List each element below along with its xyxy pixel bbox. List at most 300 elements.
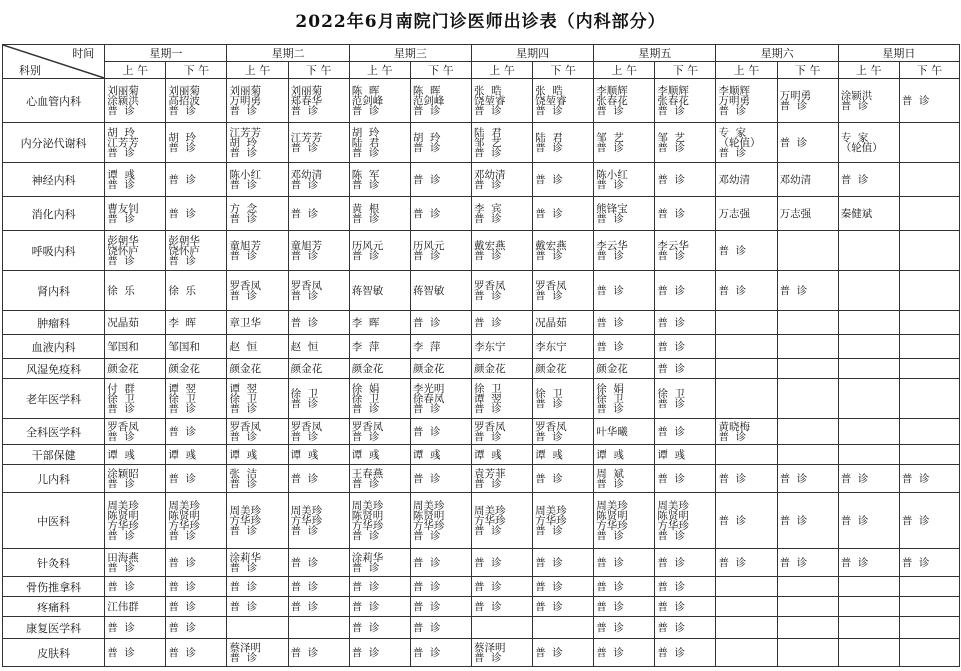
morning-header: 上 午 xyxy=(349,62,410,79)
schedule-cell xyxy=(838,617,899,639)
schedule-cell: 熊锋宝 普 诊 xyxy=(594,197,655,231)
schedule-cell: 周美珍 陈贤明 方华珍 普 诊 xyxy=(105,493,166,549)
table-row xyxy=(3,445,960,465)
schedule-cell xyxy=(899,271,959,311)
morning-header: 上 午 xyxy=(716,62,777,79)
schedule-cell: 张 洁 普 诊 xyxy=(227,465,288,493)
schedule-cell: 李 萍 xyxy=(410,335,471,359)
schedule-cell: 颜金花 xyxy=(410,359,471,379)
schedule-cell: 普 诊 xyxy=(166,597,227,617)
schedule-cell xyxy=(838,379,899,419)
schedule-cell: 张 晧 饶堃睿 普 诊 xyxy=(471,79,532,123)
corner-time-label: 时间 xyxy=(72,47,95,60)
table-row xyxy=(3,577,960,597)
schedule-cell: 刘丽菊 涂颍洪 普 诊 xyxy=(105,79,166,123)
schedule-cell xyxy=(777,617,838,639)
schedule-cell xyxy=(838,419,899,445)
schedule-cell xyxy=(777,359,838,379)
schedule-cell: 陆 君 邹 艺 普 诊 xyxy=(471,123,532,163)
morning-header: 上 午 xyxy=(594,62,655,79)
table-row xyxy=(3,419,960,445)
table-row xyxy=(3,639,960,667)
day-header: 星期六 xyxy=(716,45,838,62)
schedule-cell: 彭朝华 饶怀庐 普 诊 xyxy=(105,231,166,271)
schedule-cell: 周美珍 陈贤明 方华珍 普 诊 xyxy=(594,493,655,549)
day-header: 星期四 xyxy=(471,45,593,62)
schedule-cell: 谭 翌 徐 卫 普 诊 xyxy=(166,379,227,419)
schedule-cell xyxy=(899,359,959,379)
schedule-cell: 历风元 普 诊 xyxy=(349,231,410,271)
table-row xyxy=(3,597,960,617)
schedule-cell xyxy=(838,231,899,271)
schedule-cell xyxy=(899,419,959,445)
afternoon-header: 下 午 xyxy=(288,62,349,79)
schedule-cell: 谭 彧 xyxy=(227,445,288,465)
schedule-cell: 万志强 xyxy=(777,197,838,231)
schedule-cell: 况晶茹 xyxy=(533,311,594,335)
schedule-cell xyxy=(288,617,349,639)
schedule-cell xyxy=(838,335,899,359)
schedule-cell xyxy=(716,379,777,419)
schedule-cell: 徐 乐 xyxy=(166,271,227,311)
table-row xyxy=(3,617,960,639)
afternoon-header: 下 午 xyxy=(533,62,594,79)
department-name: 风湿免疫科 xyxy=(3,359,105,379)
schedule-cell: 普 诊 xyxy=(410,197,471,231)
department-name: 康复医学科 xyxy=(3,617,105,639)
schedule-cell: 普 诊 xyxy=(594,271,655,311)
schedule-cell xyxy=(777,335,838,359)
schedule-cell xyxy=(777,577,838,597)
table-row xyxy=(3,231,960,271)
schedule-cell: 普 诊 xyxy=(410,549,471,577)
schedule-cell xyxy=(838,597,899,617)
schedule-cell: 谭 彧 xyxy=(471,445,532,465)
schedule-cell: 普 诊 xyxy=(166,617,227,639)
schedule-cell: 李 萍 xyxy=(349,335,410,359)
schedule-cell: 田海燕 普 诊 xyxy=(105,549,166,577)
table-row xyxy=(3,123,960,163)
schedule-cell: 普 诊 xyxy=(471,597,532,617)
schedule-cell xyxy=(716,597,777,617)
schedule-cell: 普 诊 xyxy=(655,639,716,667)
schedule-cell: 普 诊 xyxy=(655,311,716,335)
schedule-cell: 普 诊 xyxy=(594,335,655,359)
schedule-cell xyxy=(899,445,959,465)
department-name: 干部保健 xyxy=(3,445,105,465)
schedule-cell xyxy=(899,597,959,617)
schedule-cell: 陈 晖 范剑峰 普 诊 xyxy=(349,79,410,123)
schedule-cell: 徐 卫 普 诊 xyxy=(655,379,716,419)
afternoon-header: 下 午 xyxy=(166,62,227,79)
schedule-cell: 陈小红 普 诊 xyxy=(227,163,288,197)
department-name: 呼吸内科 xyxy=(3,231,105,271)
day-header: 星期三 xyxy=(349,45,471,62)
schedule-cell xyxy=(716,577,777,597)
schedule-cell: 专 家 （轮值） 普 诊 xyxy=(716,123,777,163)
schedule-body xyxy=(3,79,960,667)
schedule-cell: 普 诊 xyxy=(288,549,349,577)
schedule-cell: 普 诊 xyxy=(594,639,655,667)
schedule-cell: 胡 玲 江芳芳 普 诊 xyxy=(105,123,166,163)
schedule-cell: 普 诊 xyxy=(533,639,594,667)
schedule-cell: 蒋智敏 xyxy=(410,271,471,311)
morning-header: 上 午 xyxy=(227,62,288,79)
schedule-cell: 谭 彧 普 诊 xyxy=(105,163,166,197)
schedule-cell xyxy=(716,335,777,359)
schedule-cell: 王春燕 普 诊 xyxy=(349,465,410,493)
table-row xyxy=(3,163,960,197)
day-header: 星期一 xyxy=(105,45,227,62)
schedule-cell: 普 诊 xyxy=(410,311,471,335)
schedule-cell xyxy=(777,445,838,465)
half-day-header-row xyxy=(3,62,960,79)
schedule-cell xyxy=(777,379,838,419)
schedule-cell: 李东宁 xyxy=(533,335,594,359)
schedule-cell: 普 诊 xyxy=(410,577,471,597)
schedule-cell: 蔡泽明 普 诊 xyxy=(227,639,288,667)
schedule-cell: 普 诊 xyxy=(716,271,777,311)
schedule-cell: 普 诊 xyxy=(655,419,716,445)
day-header-row xyxy=(3,45,960,62)
schedule-cell: 普 诊 xyxy=(166,163,227,197)
schedule-cell: 童旭芳 普 诊 xyxy=(288,231,349,271)
corner-cell xyxy=(3,45,105,79)
schedule-cell: 历风元 普 诊 xyxy=(410,231,471,271)
schedule-cell xyxy=(471,617,532,639)
schedule-cell: 罗香凤 普 诊 xyxy=(227,271,288,311)
schedule-cell: 颜金花 xyxy=(288,359,349,379)
schedule-cell: 普 诊 xyxy=(166,577,227,597)
department-name: 皮肤科 xyxy=(3,639,105,667)
schedule-cell: 秦健斌 xyxy=(838,197,899,231)
schedule-cell xyxy=(899,577,959,597)
day-header: 星期五 xyxy=(594,45,716,62)
schedule-cell xyxy=(716,311,777,335)
schedule-cell: 涂莉华 普 诊 xyxy=(349,549,410,577)
schedule-cell: 普 诊 xyxy=(594,617,655,639)
schedule-cell: 颜金花 xyxy=(105,359,166,379)
schedule-cell: 谭 彧 xyxy=(288,445,349,465)
schedule-cell: 普 诊 xyxy=(899,549,959,577)
schedule-cell: 赵 恒 xyxy=(288,335,349,359)
schedule-cell: 李顺辉 万明勇 普 诊 xyxy=(716,79,777,123)
schedule-cell: 专 家 （轮值） xyxy=(838,123,899,163)
schedule-cell: 普 诊 xyxy=(288,311,349,335)
schedule-cell xyxy=(838,577,899,597)
schedule-cell: 谭 彧 xyxy=(594,445,655,465)
schedule-cell: 普 诊 xyxy=(166,639,227,667)
schedule-cell: 胡 玲 陆 君 普 诊 xyxy=(349,123,410,163)
schedule-cell: 谭 彧 xyxy=(105,445,166,465)
schedule-cell: 谭 彧 xyxy=(166,445,227,465)
schedule-cell: 普 诊 xyxy=(410,617,471,639)
schedule-cell xyxy=(899,197,959,231)
schedule-cell: 普 诊 xyxy=(105,577,166,597)
schedule-cell: 普 诊 xyxy=(838,549,899,577)
schedule-cell: 普 诊 xyxy=(838,465,899,493)
schedule-cell xyxy=(716,445,777,465)
schedule-cell: 陆 君 普 诊 xyxy=(533,123,594,163)
schedule-cell: 普 诊 xyxy=(777,123,838,163)
table-row xyxy=(3,79,960,123)
schedule-cell: 谭 彧 xyxy=(410,445,471,465)
schedule-cell: 普 诊 xyxy=(594,549,655,577)
schedule-cell: 陈 晖 范剑峰 普 诊 xyxy=(410,79,471,123)
schedule-cell: 普 诊 xyxy=(410,639,471,667)
schedule-cell: 普 诊 xyxy=(777,549,838,577)
schedule-cell: 普 诊 xyxy=(716,493,777,549)
schedule-cell: 普 诊 xyxy=(655,197,716,231)
schedule-cell: 陈小红 普 诊 xyxy=(594,163,655,197)
schedule-cell: 黄 根 普 诊 xyxy=(349,197,410,231)
schedule-cell: 李顺辉 张春花 普 诊 xyxy=(594,79,655,123)
schedule-cell: 付 群 徐 卫 普 诊 xyxy=(105,379,166,419)
schedule-cell: 章卫华 xyxy=(227,311,288,335)
schedule-cell: 黄晓梅 普 诊 xyxy=(716,419,777,445)
schedule-cell: 张 晧 饶堃睿 普 诊 xyxy=(533,79,594,123)
schedule-cell: 谭 彧 xyxy=(349,445,410,465)
schedule-cell: 邹 艺 普 诊 xyxy=(655,123,716,163)
schedule-cell: 颜金花 xyxy=(533,359,594,379)
afternoon-header: 下 午 xyxy=(410,62,471,79)
schedule-cell: 李 晖 xyxy=(166,311,227,335)
schedule-cell: 况晶茹 xyxy=(105,311,166,335)
schedule-cell xyxy=(899,379,959,419)
department-name: 肿瘤科 xyxy=(3,311,105,335)
schedule-cell: 涂颖昭 普 诊 xyxy=(105,465,166,493)
schedule-cell: 邹国和 xyxy=(105,335,166,359)
schedule-cell: 邓幼清 普 诊 xyxy=(288,163,349,197)
schedule-cell: 徐 娟 徐 卫 普 诊 xyxy=(594,379,655,419)
schedule-cell: 罗香凤 普 诊 xyxy=(533,271,594,311)
schedule-cell: 方 念 普 诊 xyxy=(227,197,288,231)
schedule-cell xyxy=(777,639,838,667)
schedule-cell: 罗香凤 普 诊 xyxy=(105,419,166,445)
schedule-cell: 邓幼清 xyxy=(777,163,838,197)
table-row xyxy=(3,549,960,577)
schedule-cell: 戴宏燕 普 诊 xyxy=(533,231,594,271)
schedule-cell xyxy=(899,639,959,667)
schedule-cell: 普 诊 xyxy=(410,419,471,445)
schedule-cell: 周美珍 方华珍 普 诊 xyxy=(288,493,349,549)
schedule-cell: 普 诊 xyxy=(533,597,594,617)
department-name: 神经内科 xyxy=(3,163,105,197)
schedule-cell xyxy=(777,231,838,271)
schedule-cell: 颜金花 xyxy=(227,359,288,379)
schedule-cell: 普 诊 xyxy=(533,163,594,197)
schedule-cell: 江芳芳 普 诊 xyxy=(288,123,349,163)
schedule-cell: 普 诊 xyxy=(655,465,716,493)
table-row xyxy=(3,335,960,359)
schedule-cell: 徐 卫 普 诊 xyxy=(533,379,594,419)
schedule-table xyxy=(2,44,960,667)
schedule-cell: 谭 彧 xyxy=(533,445,594,465)
schedule-cell: 周美珍 陈贤明 方华珍 普 诊 xyxy=(166,493,227,549)
schedule-cell: 李东宁 xyxy=(471,335,532,359)
department-name: 全科医学科 xyxy=(3,419,105,445)
schedule-cell: 普 诊 xyxy=(899,79,959,123)
schedule-cell: 普 诊 xyxy=(166,549,227,577)
morning-header: 上 午 xyxy=(838,62,899,79)
schedule-cell: 李光明 徐春凤 普 诊 xyxy=(410,379,471,419)
schedule-cell xyxy=(533,617,594,639)
schedule-cell: 普 诊 xyxy=(655,163,716,197)
department-name: 疼痛科 xyxy=(3,597,105,617)
schedule-cell xyxy=(838,639,899,667)
schedule-cell: 曹友钊 普 诊 xyxy=(105,197,166,231)
schedule-cell: 李顺辉 张春花 普 诊 xyxy=(655,79,716,123)
department-name: 消化内科 xyxy=(3,197,105,231)
corner-dept-label: 科别 xyxy=(19,64,41,77)
schedule-cell: 邓幼清 普 诊 xyxy=(471,163,532,197)
schedule-cell: 普 诊 xyxy=(288,465,349,493)
schedule-cell xyxy=(777,597,838,617)
schedule-cell xyxy=(899,335,959,359)
schedule-cell: 普 诊 xyxy=(349,617,410,639)
schedule-cell: 普 诊 xyxy=(288,639,349,667)
schedule-cell: 涂莉华 普 诊 xyxy=(227,549,288,577)
department-name: 血液内科 xyxy=(3,335,105,359)
schedule-cell: 罗香凤 普 诊 xyxy=(533,419,594,445)
schedule-cell: 普 诊 xyxy=(288,577,349,597)
table-row xyxy=(3,359,960,379)
schedule-cell: 徐 乐 xyxy=(105,271,166,311)
schedule-cell: 普 诊 xyxy=(533,577,594,597)
schedule-cell: 陈 军 普 诊 xyxy=(349,163,410,197)
schedule-cell: 颜金花 xyxy=(349,359,410,379)
department-name: 骨伤推拿科 xyxy=(3,577,105,597)
schedule-cell: 童旭芳 普 诊 xyxy=(227,231,288,271)
schedule-cell: 普 诊 xyxy=(105,617,166,639)
schedule-cell: 普 诊 xyxy=(899,465,959,493)
schedule-cell: 周美珍 方华珍 普 诊 xyxy=(471,493,532,549)
schedule-cell: 普 诊 xyxy=(716,231,777,271)
schedule-cell: 邹 艺 普 诊 xyxy=(594,123,655,163)
schedule-cell: 李云华 普 诊 xyxy=(594,231,655,271)
schedule-cell: 普 诊 xyxy=(288,597,349,617)
schedule-cell xyxy=(838,445,899,465)
schedule-cell: 罗香凤 普 诊 xyxy=(471,419,532,445)
department-name: 老年医学科 xyxy=(3,379,105,419)
schedule-cell xyxy=(899,617,959,639)
schedule-cell: 普 诊 xyxy=(533,465,594,493)
schedule-cell: 普 诊 xyxy=(655,271,716,311)
schedule-cell: 周美珍 陈贤明 方华珍 普 诊 xyxy=(655,493,716,549)
schedule-cell: 罗香凤 普 诊 xyxy=(349,419,410,445)
schedule-cell: 普 诊 xyxy=(288,197,349,231)
schedule-cell: 普 诊 xyxy=(655,359,716,379)
schedule-cell: 邓幼清 xyxy=(716,163,777,197)
table-row xyxy=(3,197,960,231)
table-row xyxy=(3,271,960,311)
schedule-cell: 赵 恒 xyxy=(227,335,288,359)
schedule-cell: 刘丽菊 郑春华 普 诊 xyxy=(288,79,349,123)
schedule-cell xyxy=(716,639,777,667)
schedule-cell: 刘丽菊 高招波 普 诊 xyxy=(166,79,227,123)
schedule-cell: 周美珍 陈贤明 方华珍 普 诊 xyxy=(410,493,471,549)
schedule-cell: 戴宏燕 普 诊 xyxy=(471,231,532,271)
schedule-cell: 罗香凤 普 诊 xyxy=(227,419,288,445)
schedule-cell: 普 诊 xyxy=(777,493,838,549)
schedule-cell xyxy=(838,359,899,379)
schedule-cell: 罗香凤 普 诊 xyxy=(471,271,532,311)
table-row xyxy=(3,493,960,549)
schedule-cell: 普 诊 xyxy=(410,163,471,197)
schedule-cell: 普 诊 xyxy=(655,577,716,597)
schedule-cell xyxy=(899,123,959,163)
department-name: 心血管内科 xyxy=(3,79,105,123)
schedule-cell: 普 诊 xyxy=(655,335,716,359)
department-name: 中医科 xyxy=(3,493,105,549)
schedule-cell: 普 诊 xyxy=(838,163,899,197)
schedule-cell xyxy=(716,359,777,379)
schedule-cell: 普 诊 xyxy=(533,197,594,231)
schedule-cell: 袁芳菲 普 诊 xyxy=(471,465,532,493)
schedule-cell: 周美珍 方华珍 普 诊 xyxy=(533,493,594,549)
schedule-cell: 普 诊 xyxy=(655,549,716,577)
day-header: 星期二 xyxy=(227,45,349,62)
schedule-cell: 普 诊 xyxy=(349,577,410,597)
schedule-cell: 普 诊 xyxy=(655,597,716,617)
department-name: 肾内科 xyxy=(3,271,105,311)
schedule-cell: 普 诊 xyxy=(410,465,471,493)
schedule-cell: 叶华曦 xyxy=(594,419,655,445)
table-row xyxy=(3,379,960,419)
schedule-cell: 普 诊 xyxy=(349,639,410,667)
schedule-cell: 罗香凤 普 诊 xyxy=(288,271,349,311)
schedule-cell xyxy=(777,311,838,335)
department-name: 儿内科 xyxy=(3,465,105,493)
schedule-cell xyxy=(838,311,899,335)
schedule-cell: 普 诊 xyxy=(471,549,532,577)
morning-header: 上 午 xyxy=(105,62,166,79)
schedule-cell: 胡 玲 普 诊 xyxy=(166,123,227,163)
schedule-cell: 普 诊 xyxy=(227,597,288,617)
schedule-cell: 周美珍 方华珍 普 诊 xyxy=(227,493,288,549)
schedule-cell: 邹国和 xyxy=(166,335,227,359)
schedule-cell xyxy=(777,419,838,445)
schedule-cell xyxy=(716,617,777,639)
schedule-cell: 彭朝华 饶怀庐 普 诊 xyxy=(166,231,227,271)
schedule-cell: 普 诊 xyxy=(349,597,410,617)
schedule-cell: 普 诊 xyxy=(838,493,899,549)
schedule-cell: 普 诊 xyxy=(716,465,777,493)
schedule-cell: 谭 翌 徐 卫 普 诊 xyxy=(227,379,288,419)
schedule-cell: 普 诊 xyxy=(777,465,838,493)
schedule-cell xyxy=(899,163,959,197)
schedule-cell xyxy=(838,271,899,311)
schedule-cell: 李 宾 普 诊 xyxy=(471,197,532,231)
schedule-cell: 徐 娟 徐 卫 普 诊 xyxy=(349,379,410,419)
schedule-cell: 周美珍 陈贤明 方华珍 普 诊 xyxy=(349,493,410,549)
schedule-cell: 普 诊 xyxy=(594,577,655,597)
day-header: 星期日 xyxy=(838,45,959,62)
afternoon-header: 下 午 xyxy=(655,62,716,79)
schedule-cell: 万明勇 普 诊 xyxy=(777,79,838,123)
schedule-cell: 普 诊 xyxy=(166,419,227,445)
schedule-cell: 谭 彧 xyxy=(655,445,716,465)
schedule-cell xyxy=(227,617,288,639)
schedule-cell xyxy=(899,231,959,271)
schedule-cell: 普 诊 xyxy=(105,639,166,667)
schedule-cell: 蒋智敏 xyxy=(349,271,410,311)
schedule-cell: 胡 玲 普 诊 xyxy=(410,123,471,163)
schedule-cell: 普 诊 xyxy=(166,197,227,231)
morning-header: 上 午 xyxy=(471,62,532,79)
schedule-cell: 徐 卫 谭 翌 普 诊 xyxy=(471,379,532,419)
schedule-cell: 徐 卫 普 诊 xyxy=(288,379,349,419)
